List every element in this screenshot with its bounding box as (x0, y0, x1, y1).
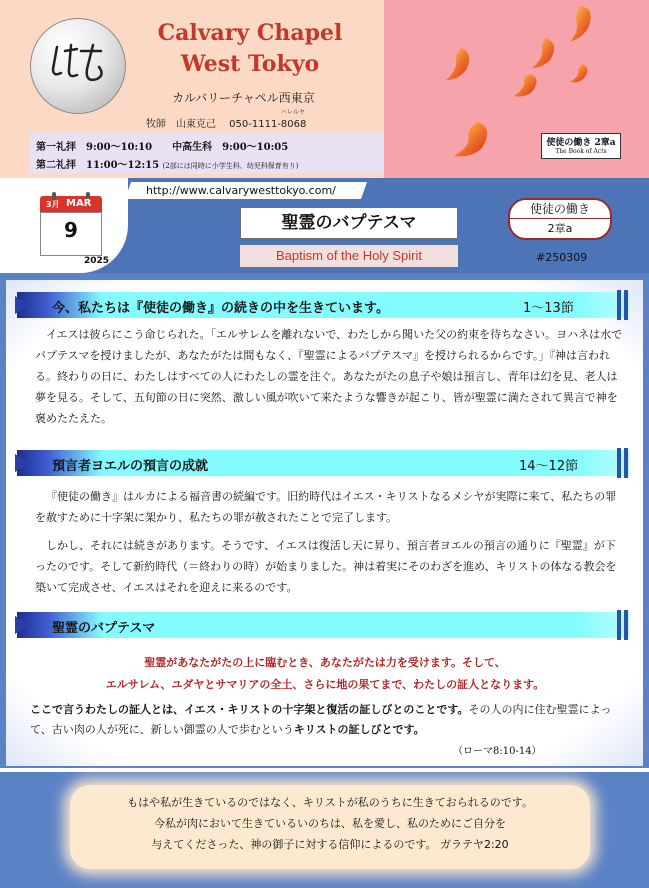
calendar-day: 9 (64, 218, 78, 242)
calendar-month: MAR (66, 198, 92, 209)
witness-paragraph (30, 700, 630, 740)
service-time-2-note: (2部には同時に小学生科、幼児科保育有り) (162, 162, 299, 170)
section-title: 今、私たちは『使徒の働き』の続きの中を生きています。 (52, 301, 389, 316)
section-2-paragraph-2: しかし、それには続きがあります。そうです、イエスは復活し天に昇り、預言者ヨエルの預言の通りに『聖霊』が下ったのです。そして新約時代（＝終わりの時）が始まりました。神は着実にそのわざを進め、キリストの体なる教会を築いて完成させ、イエスはそれを迎えに来るのです。 (35, 539, 617, 594)
section-stripe (617, 610, 621, 640)
church-name-line2: West Tokyo (180, 51, 320, 77)
section-2-paragraph-1: 『使徒の働き』はルカによる福音書の続編です。旧約時代はイエス・キリストなるメシヤが実際に来て、私たちの罪を赦すために十字架に架かり、私たちの罪が赦されたことで完了します。 (35, 490, 617, 524)
section-header-3 (17, 612, 629, 638)
section-stripe (624, 448, 628, 478)
issue-number: #250309 (536, 251, 588, 264)
section-arrow-icon (15, 616, 30, 634)
service-time-2 (36, 156, 298, 171)
sermon-subtitle: Baptism of the Holy Spirit (240, 245, 458, 267)
section-stripe (624, 290, 628, 320)
section-stripe (617, 448, 621, 478)
hallelujah-ruby: ハレルヤ (281, 109, 305, 116)
quote-line-1: 聖霊があなたがたの上に臨むとき、あなたがたは力を受けます。そして、 (144, 656, 506, 669)
website-link[interactable]: http://www.calvarywesttokyo.com/ (146, 184, 336, 197)
footer-line-3: 与えてくださった、神の御子に対する信仰によるのです。 ガラテヤ2:20 (151, 838, 509, 851)
section-stripe (624, 610, 628, 640)
footer-verse (70, 792, 590, 855)
pastor-contact: 牧師 山東克己 050-1111-8068 (146, 119, 307, 130)
footer-line-2: 今私が肉において生きているいのちは、私を愛し、私のためにご自分を (154, 817, 506, 830)
scripture-reference (508, 198, 612, 240)
section-1-paragraph: イエスは彼らにこう命じられた。「エルサレムを離れないで、わたしから聞いた父の約束を待ちなさい。ヨハネは水でバプテスマを授けましたが、あなたがたは間もなく、『聖霊によるバプテスマ』を授けられるからです。」『神は言われる。終わりの日に、わたしはすべての人にわたしの霊を注ぐ。あなたがたの息子や娘は預言し、青年は幻を見、老人は夢を見る。そして、五旬節の日に突然、激しい風が吹いて来たような響きが起こり、皆が聖霊に満たされて異言で神を褒めたたえた。 (35, 328, 623, 425)
footer-line-1: もはや私が生きているのではなく、キリストが私のうちに生きておられるのです。 (127, 796, 533, 809)
romans-reference: （ローマ8:10-14） (453, 746, 542, 757)
calendar-month-jp: 3月 (46, 200, 60, 209)
holy-spirit-quote (20, 652, 630, 696)
book-label-jp: 使徒の働き 2章a (546, 138, 616, 148)
sermon-title: 聖霊のバプテスマ (240, 207, 458, 239)
section-verse: 1〜13節 (523, 301, 574, 316)
witness-bold-1: ここで言うわたしの証人とは、イエス・キリストの十字架と復活の証しびとのことです。 (30, 703, 469, 716)
service-time-2-main: 第二礼拝 11:00〜12:15 (36, 160, 160, 171)
section-stripe (617, 290, 621, 320)
church-name-jp: カルバリーチャペル西東京 (172, 91, 315, 105)
section-header-1 (17, 292, 629, 318)
section-header-2 (17, 450, 629, 476)
reference-chapter: 2章a (547, 222, 573, 235)
section-arrow-icon (15, 296, 30, 314)
service-time-1: 第一礼拝 9:00〜10:10 中高生科 9:00〜10:05 (36, 142, 289, 153)
church-name-line1: Calvary Chapel (157, 20, 343, 46)
section-verse: 14〜12節 (519, 459, 579, 474)
quote-line-2: エルサレム、ユダヤとサマリアの全土、さらに地の果てまで、わたしの証人となります。 (105, 678, 545, 691)
book-label-en: The Book of Acts (555, 148, 607, 155)
section-title: 預言者ヨエルの預言の成就 (52, 459, 209, 474)
section-title: 聖霊のバプテスマ (52, 621, 156, 636)
calendar-year: 2025 (84, 256, 110, 266)
witness-bold-2: キリストの証しびとです。 (293, 723, 425, 736)
witness-normal: その人の内に住む聖霊によって、古い肉の人が死に、新しい御霊の人で歩むという (30, 703, 612, 736)
book-label (541, 133, 621, 159)
section-arrow-icon (15, 454, 30, 472)
church-name (130, 18, 370, 80)
church-logo-icon (30, 18, 126, 114)
reference-book: 使徒の働き (510, 200, 610, 219)
